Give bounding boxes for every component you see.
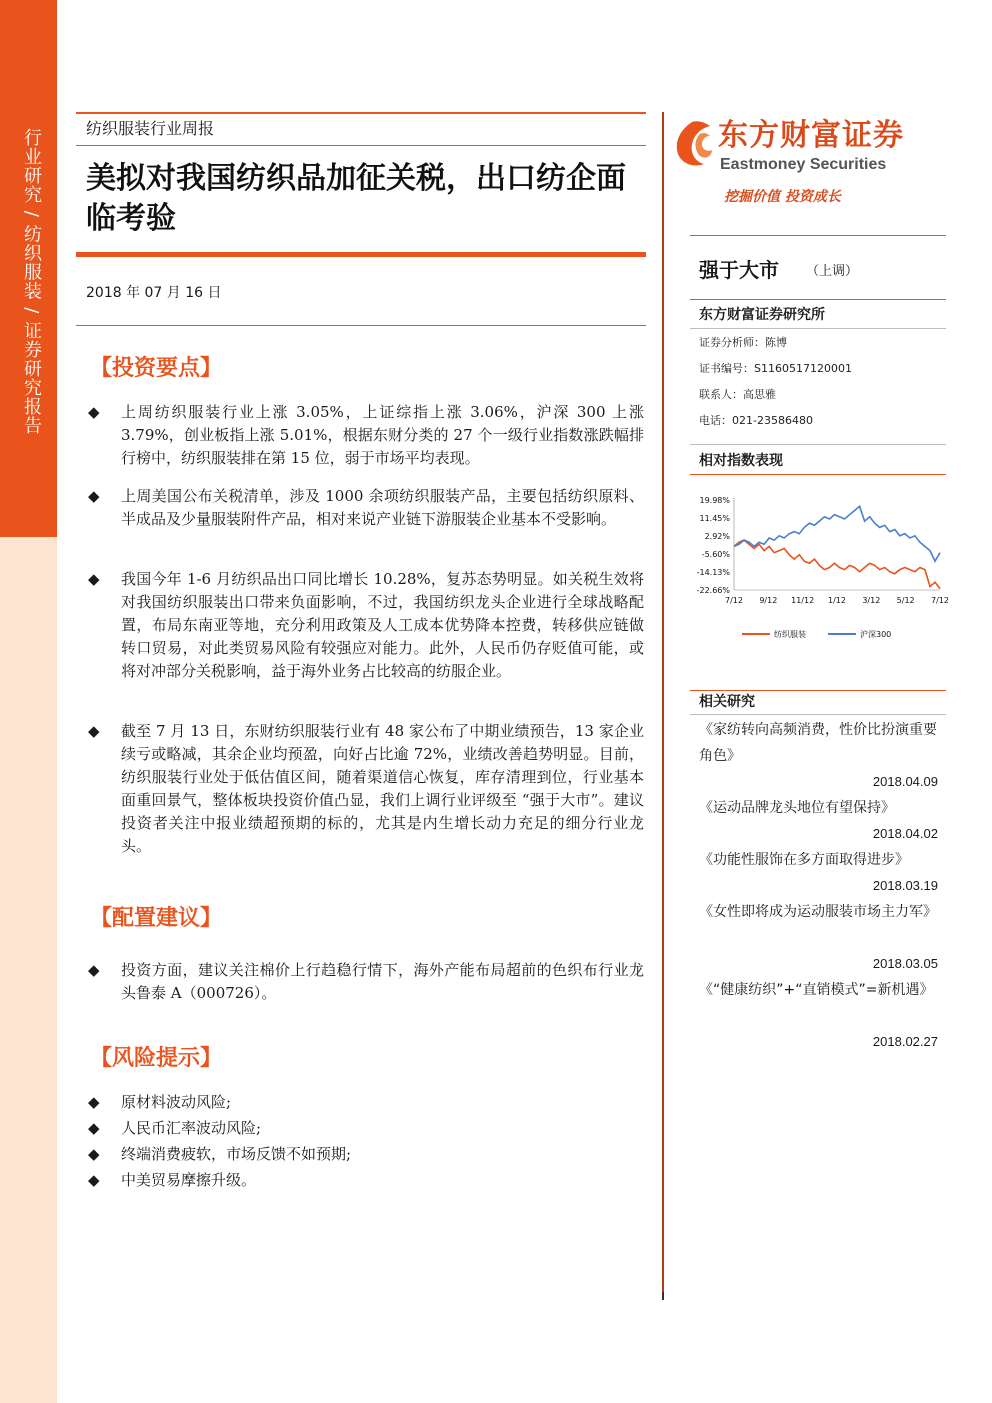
chart-x-tick-label: 7/12 — [725, 596, 743, 605]
diamond-bullet-icon: ◆ — [88, 1093, 100, 1111]
related-item-date: 2018.03.19 — [872, 878, 938, 893]
bullet-item — [88, 720, 644, 858]
chart-y-tick-label: -5.60% — [701, 550, 730, 559]
bullet-text: 中美贸易摩擦升级。 — [121, 1171, 257, 1189]
cert-number: 证书编号：S1160517120001 — [699, 362, 852, 375]
bullet-item — [88, 1143, 644, 1166]
relative-index-chart — [690, 486, 949, 656]
right-rule — [690, 690, 946, 691]
column-divider — [662, 112, 664, 1292]
chart-series-line — [734, 506, 940, 561]
rule-thin — [76, 145, 646, 146]
contact-phone: 电话：021-23586480 — [699, 414, 813, 427]
rule-date — [76, 325, 646, 326]
chart-x-tick-label: 11/12 — [791, 596, 815, 605]
page-title: 美拟对我国纺织品加征关税，出口纺企面临考验 — [86, 161, 626, 236]
bullet-text: 上周美国公布关税清单，涉及 1000 余项纺织服装产品，主要包括纺织原料、半成品及少量服装附件产品，相对来说产业链下游服装企业基本不受影响。 — [121, 487, 644, 528]
bullet-item — [88, 1117, 644, 1140]
analyst-name: 证券分析师：陈博 — [699, 336, 787, 349]
top-rule — [76, 112, 646, 114]
chart-series-line — [734, 540, 940, 589]
bullet-item — [88, 1091, 644, 1114]
chart-y-tick-label: 19.98% — [699, 496, 730, 505]
bullet-text: 终端消费疲软，市场反馈不如预期; — [121, 1145, 352, 1163]
chart-legend-label: 沪深300 — [860, 630, 892, 639]
related-item-date: 2018.04.02 — [872, 826, 938, 841]
section-title-key-points: 【投资要点】 — [90, 355, 223, 381]
rating-label: 强于大市 — [699, 258, 779, 282]
right-rule — [690, 328, 946, 329]
related-research-title: 相关研究 — [699, 694, 755, 710]
right-rule — [690, 474, 946, 475]
chart-x-tick-label: 1/12 — [828, 596, 846, 605]
chart-legend-label: 纺织服装 — [774, 630, 806, 639]
brand-logo-icon — [670, 120, 714, 170]
bullet-text: 截至 7 月 13 日，东财纺织服装行业有 48 家公布了中期业绩预告，13 家企业续亏或略减，其余企业均预盈，向好占比逾 72%，业绩改善趋势明显。目前，纺织服装行业处于低估值区间，随着渠道信心恢复，库存清理到位，行业基本面重回景气，整体板块投资价值凸显，我们上调行业评级至 “强于大市”。建议投资者关注中报业绩超预期的标的，尤其是内生增长动力充足的细分行业龙头。 — [121, 722, 644, 855]
rule-thick — [76, 252, 646, 257]
side-band — [0, 0, 57, 1403]
bullet-item — [88, 568, 644, 683]
related-item-title[interactable]: 《家纺转向高频消费，性价比扮演重要角色》 — [699, 722, 937, 764]
diamond-bullet-icon: ◆ — [88, 722, 100, 740]
chart-y-tick-label: -14.13% — [696, 568, 730, 577]
bullet-item — [88, 1169, 644, 1192]
chart-y-tick-label: 11.45% — [699, 514, 730, 523]
bullet-text: 人民币汇率波动风险; — [121, 1119, 262, 1137]
chart-x-tick-label: 9/12 — [759, 596, 778, 605]
related-item-date: 2018.02.27 — [872, 1034, 938, 1049]
chart-section-title: 相对指数表现 — [699, 453, 783, 469]
main-column — [76, 0, 646, 1403]
right-rule — [690, 299, 946, 300]
diamond-bullet-icon: ◆ — [88, 1145, 100, 1163]
chart-x-tick-label: 3/12 — [862, 596, 881, 605]
side-category-label: 行业研究 / 纺织服装 / 证券研究报告 — [21, 128, 42, 436]
right-rule — [690, 444, 946, 445]
brand-name-en: Eastmoney Securities — [720, 156, 887, 173]
brand-slogan: 挖掘价值 投资成长 — [724, 189, 841, 205]
diamond-bullet-icon: ◆ — [88, 570, 100, 588]
brand-name-cn: 东方财富证券 — [718, 118, 904, 153]
chart-x-tick-label: 5/12 — [896, 596, 915, 605]
related-item-date: 2018.03.05 — [872, 956, 938, 971]
diamond-bullet-icon: ◆ — [88, 403, 100, 421]
right-rule — [690, 235, 946, 236]
diamond-bullet-icon: ◆ — [88, 487, 100, 505]
related-item-title[interactable]: 《女性即将成为运动服装市场主力军》 — [699, 904, 937, 920]
chart-x-tick-label: 7/12 — [931, 596, 949, 605]
related-item-title[interactable]: 《运动品牌龙头地位有望保持》 — [699, 800, 895, 816]
bullet-text: 投资方面，建议关注棉价上行趋稳行情下，海外产能布局超前的色织布行业龙头鲁泰 A（000726）。 — [121, 961, 644, 1002]
institute-name: 东方财富证券研究所 — [699, 307, 825, 323]
bullet-item — [88, 959, 644, 1005]
bullet-text: 我国今年 1-6 月纺织品出口同比增长 10.28%，复苏态势明显。如关税生效将对我国纺织服装出口带来负面影响，不过，我国纺织龙头企业进行全球战略配置，布局东南亚等地，充分利用政策及人工成本优势降本控费，转移供应链做转口贸易，对此类贸易风险有较强应对能力。此外，人民币仍存贬值可能，或将对冲部分关税影响，益于海外业务占比较高的纺服企业。 — [121, 570, 644, 680]
bullet-item — [88, 401, 644, 470]
section-title-risks: 【风险提示】 — [90, 1045, 223, 1071]
contact-person: 联系人：高思雅 — [699, 388, 776, 401]
section-title-allocation: 【配置建议】 — [90, 905, 223, 931]
related-item-title[interactable]: 《“健康纺织”+“直销模式”=新机遇》 — [699, 982, 934, 998]
diamond-bullet-icon: ◆ — [88, 1119, 100, 1137]
chart-y-tick-label: -22.66% — [696, 586, 730, 595]
bullet-item — [88, 485, 644, 531]
bullet-text: 上周纺织服装行业上涨 3.05%，上证综指上涨 3.06%，沪深 300 上涨 3.79%，创业板指上涨 5.01%，根据东财分类的 27 个一级行业指数涨跌幅排行榜中，纺织服装排在第 15 位，弱于市场平均表现。 — [121, 403, 644, 467]
report-date: 2018 年 07 月 16 日 — [86, 285, 222, 301]
column-divider-end — [662, 1292, 664, 1300]
rating-change: （上调） — [806, 264, 859, 279]
related-item-date: 2018.04.09 — [872, 774, 938, 789]
right-rule — [690, 714, 946, 715]
diamond-bullet-icon: ◆ — [88, 961, 100, 979]
report-type: 纺织服装行业周报 — [86, 119, 215, 138]
chart-y-tick-label: 2.92% — [704, 532, 730, 541]
diamond-bullet-icon: ◆ — [88, 1171, 100, 1189]
related-item-title[interactable]: 《功能性服饰在多方面取得进步》 — [699, 852, 909, 868]
bullet-text: 原材料波动风险; — [121, 1093, 232, 1111]
